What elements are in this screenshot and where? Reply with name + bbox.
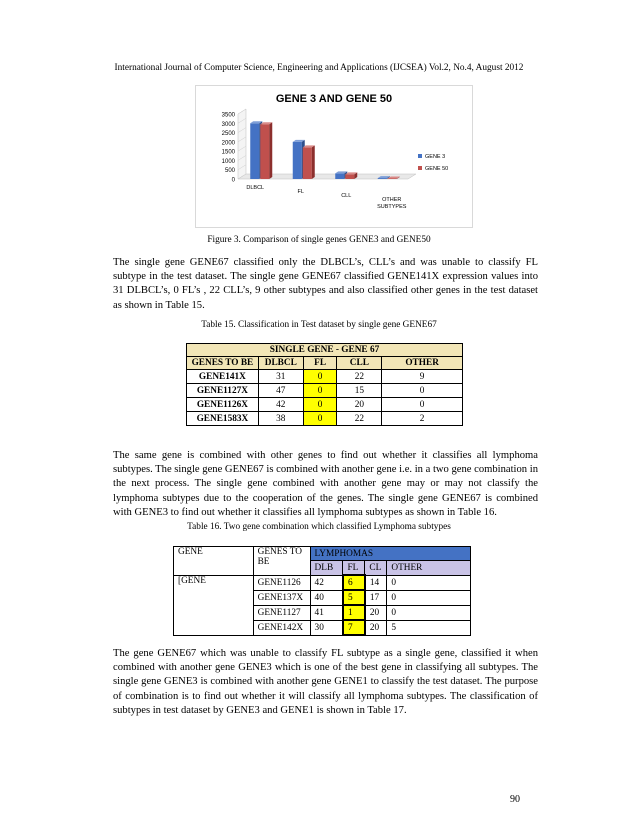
paragraph-3-text: The gene GENE67 which was unable to classify FL subtype as a single gene, classified it when combined with another gene GENE3 which is one of the best gene in classifying all subtypes. The single gene GENE3 is combined with another gene GENE1 to classify the test dataset. The purpose of combination is to find out whether it will classify all lymphoma subtypes. The classification of subtypes in test dataset by GENE3 and GENE1 is shown in Table 17. — [113, 648, 538, 716]
chart-figure-3 — [195, 85, 473, 228]
y-tick-label: 1000 — [221, 158, 235, 165]
y-tick-label: 3500 — [221, 112, 235, 119]
chart-bar-side — [312, 145, 315, 179]
table16-cell-highlight: 5 — [343, 590, 365, 605]
legend-swatch — [418, 154, 422, 158]
table15-header-text: OTHER — [405, 358, 439, 368]
table-row — [187, 398, 463, 412]
table16-header-gene: GENE — [174, 547, 254, 576]
table16-cell: 17 — [365, 590, 387, 605]
legend-swatch — [418, 166, 422, 170]
table15-cell: 15 — [337, 384, 382, 398]
table15-header-row — [187, 357, 463, 370]
table16-cell: GENE137X — [253, 590, 310, 605]
y-tick-label: 500 — [224, 168, 235, 175]
table15-header-text: FL — [314, 358, 327, 368]
table16-header-genes-to-be: GENES TO BE — [253, 547, 310, 576]
chart-bar-side — [269, 122, 272, 179]
table15-cell: 22 — [337, 412, 382, 426]
paragraph-2-text: The same gene is combined with other genes to find out whether it classifies all lymphoma subtypes. The single gene GENE67 is combined with another gene i.e. in a two gene combination in the next process. The single gene combined with another gene may or may not classify the lymphoma subtypes due to the cooperation of the genes. The single gene GENE67 is combined with GENE3 to find out whether it classifies all lymphoma subtypes as shown in Table 16. — [113, 450, 538, 518]
x-tick-label: SUBTYPES — [377, 204, 407, 210]
table15-cell: 2 — [382, 412, 463, 426]
table16-cell: 20 — [365, 605, 387, 620]
table15-cell-highlight: 0 — [303, 370, 337, 384]
table15-header-cell — [303, 357, 337, 370]
y-tick-label: 3000 — [221, 121, 235, 128]
table15-cell: 47 — [258, 384, 303, 398]
figure-caption: Figure 3. Comparison of single genes GENE3 and GENE50 — [207, 235, 431, 245]
table16-gene-cell: [GENE — [174, 575, 254, 635]
paragraph-1-text: The single gene GENE67 classified only the DLBCL’s, CLL’s and was unable to classify FL subtype in the test dataset. The single gene GENE67 classified GENE141X expression values into 31 DLBCL’s, 0 FL’s , 22 CLL’s, 9 other subtypes and also classified other genes in the test dataset as shown in Table 15. — [113, 257, 538, 311]
table-16 — [173, 546, 471, 636]
table15-cell-highlight: 0 — [303, 398, 337, 412]
table15-cell: GENE1127X — [187, 384, 259, 398]
paragraph-3 — [113, 647, 538, 718]
paragraph-2 — [113, 449, 538, 520]
table16-cell: 42 — [310, 575, 343, 590]
chart-bar — [260, 124, 269, 179]
paragraph-1 — [113, 256, 538, 313]
table15-cell: 42 — [258, 398, 303, 412]
table15-header-cell — [258, 357, 303, 370]
chart-bar — [293, 142, 302, 179]
table16-cell: 41 — [310, 605, 343, 620]
chart-bar — [388, 178, 397, 179]
table16-cell-highlight: 7 — [343, 620, 365, 635]
x-tick-label: FL — [297, 189, 304, 195]
table15-cell: 0 — [382, 398, 463, 412]
table16-cell: 0 — [387, 575, 471, 590]
table16-cell-highlight: 1 — [343, 605, 365, 620]
legend-label: GENE 3 — [425, 154, 446, 160]
page-number: 90 — [510, 794, 520, 805]
x-tick-label: OTHER — [382, 197, 402, 203]
table16-subheader: CL — [365, 561, 387, 576]
table-15 — [186, 343, 463, 426]
bar-chart — [196, 86, 472, 227]
table-row — [187, 412, 463, 426]
table15-cell: 31 — [258, 370, 303, 384]
table15-cell: 38 — [258, 412, 303, 426]
y-tick-label: 1500 — [221, 149, 235, 156]
table16-cell: 20 — [365, 620, 387, 635]
table16-cell: GENE1127 — [253, 605, 310, 620]
table16-cell: GENE1126 — [253, 575, 310, 590]
table16-caption: Table 16. Two gene combination which classified Lymphoma subtypes — [187, 522, 451, 532]
x-tick-label: CLL — [341, 193, 352, 199]
table16-subheader: DLB — [310, 561, 343, 576]
table16-cell-highlight: 6 — [343, 575, 365, 590]
table16-cell: 5 — [387, 620, 471, 635]
table-row — [174, 575, 471, 590]
table16-header-lymphomas: LYMPHOMAS — [310, 547, 470, 561]
table16-cell: 0 — [387, 605, 471, 620]
table15-header-cell — [337, 357, 382, 370]
table16-subheader: FL — [343, 561, 365, 576]
table15-header-text: CLL — [349, 358, 369, 368]
y-tick-label: 0 — [231, 177, 235, 184]
table15-cell-highlight: 0 — [303, 384, 337, 398]
table15-cell: GENE141X — [187, 370, 259, 384]
table15-title: SINGLE GENE - GENE 67 — [187, 344, 463, 357]
table15-cell-highlight: 0 — [303, 412, 337, 426]
chart-bar — [250, 123, 259, 179]
table15-cell: 22 — [337, 370, 382, 384]
table15-header-cell — [187, 357, 259, 370]
table16-subheader: OTHER — [387, 561, 471, 576]
table15-header-text: DLBCL — [264, 358, 297, 368]
table16-cell: 14 — [365, 575, 387, 590]
table15-cell: 9 — [382, 370, 463, 384]
chart-bar — [335, 173, 344, 179]
y-tick-label: 2000 — [221, 140, 235, 147]
table16-cell: 40 — [310, 590, 343, 605]
journal-header: International Journal of Computer Science, Engineering and Applications (IJCSEA) Vol.2, No.4, August 2012 — [114, 63, 524, 73]
table15-header-text: GENES TO BE — [191, 358, 254, 368]
table15-cell: GENE1126X — [187, 398, 259, 412]
table15-caption: Table 15. Classification in Test dataset by single gene GENE67 — [201, 320, 437, 330]
table16-cell: 0 — [387, 590, 471, 605]
table15-cell: 20 — [337, 398, 382, 412]
table15-cell: 0 — [382, 384, 463, 398]
table15-cell: GENE1583X — [187, 412, 259, 426]
table16-cell: GENE142X — [253, 620, 310, 635]
x-tick-label: DLBCL — [246, 185, 265, 191]
chart-side-wall — [238, 109, 246, 179]
table16-cell: 30 — [310, 620, 343, 635]
table15-header-cell — [382, 357, 463, 370]
chart-bar — [303, 147, 312, 179]
chart-bar — [378, 178, 387, 179]
chart-bar — [345, 174, 354, 179]
y-tick-label: 2500 — [221, 131, 235, 138]
chart-title: GENE 3 AND GENE 50 — [275, 93, 393, 105]
legend-label: GENE 50 — [425, 166, 449, 172]
table-row — [187, 370, 463, 384]
table-row — [187, 384, 463, 398]
